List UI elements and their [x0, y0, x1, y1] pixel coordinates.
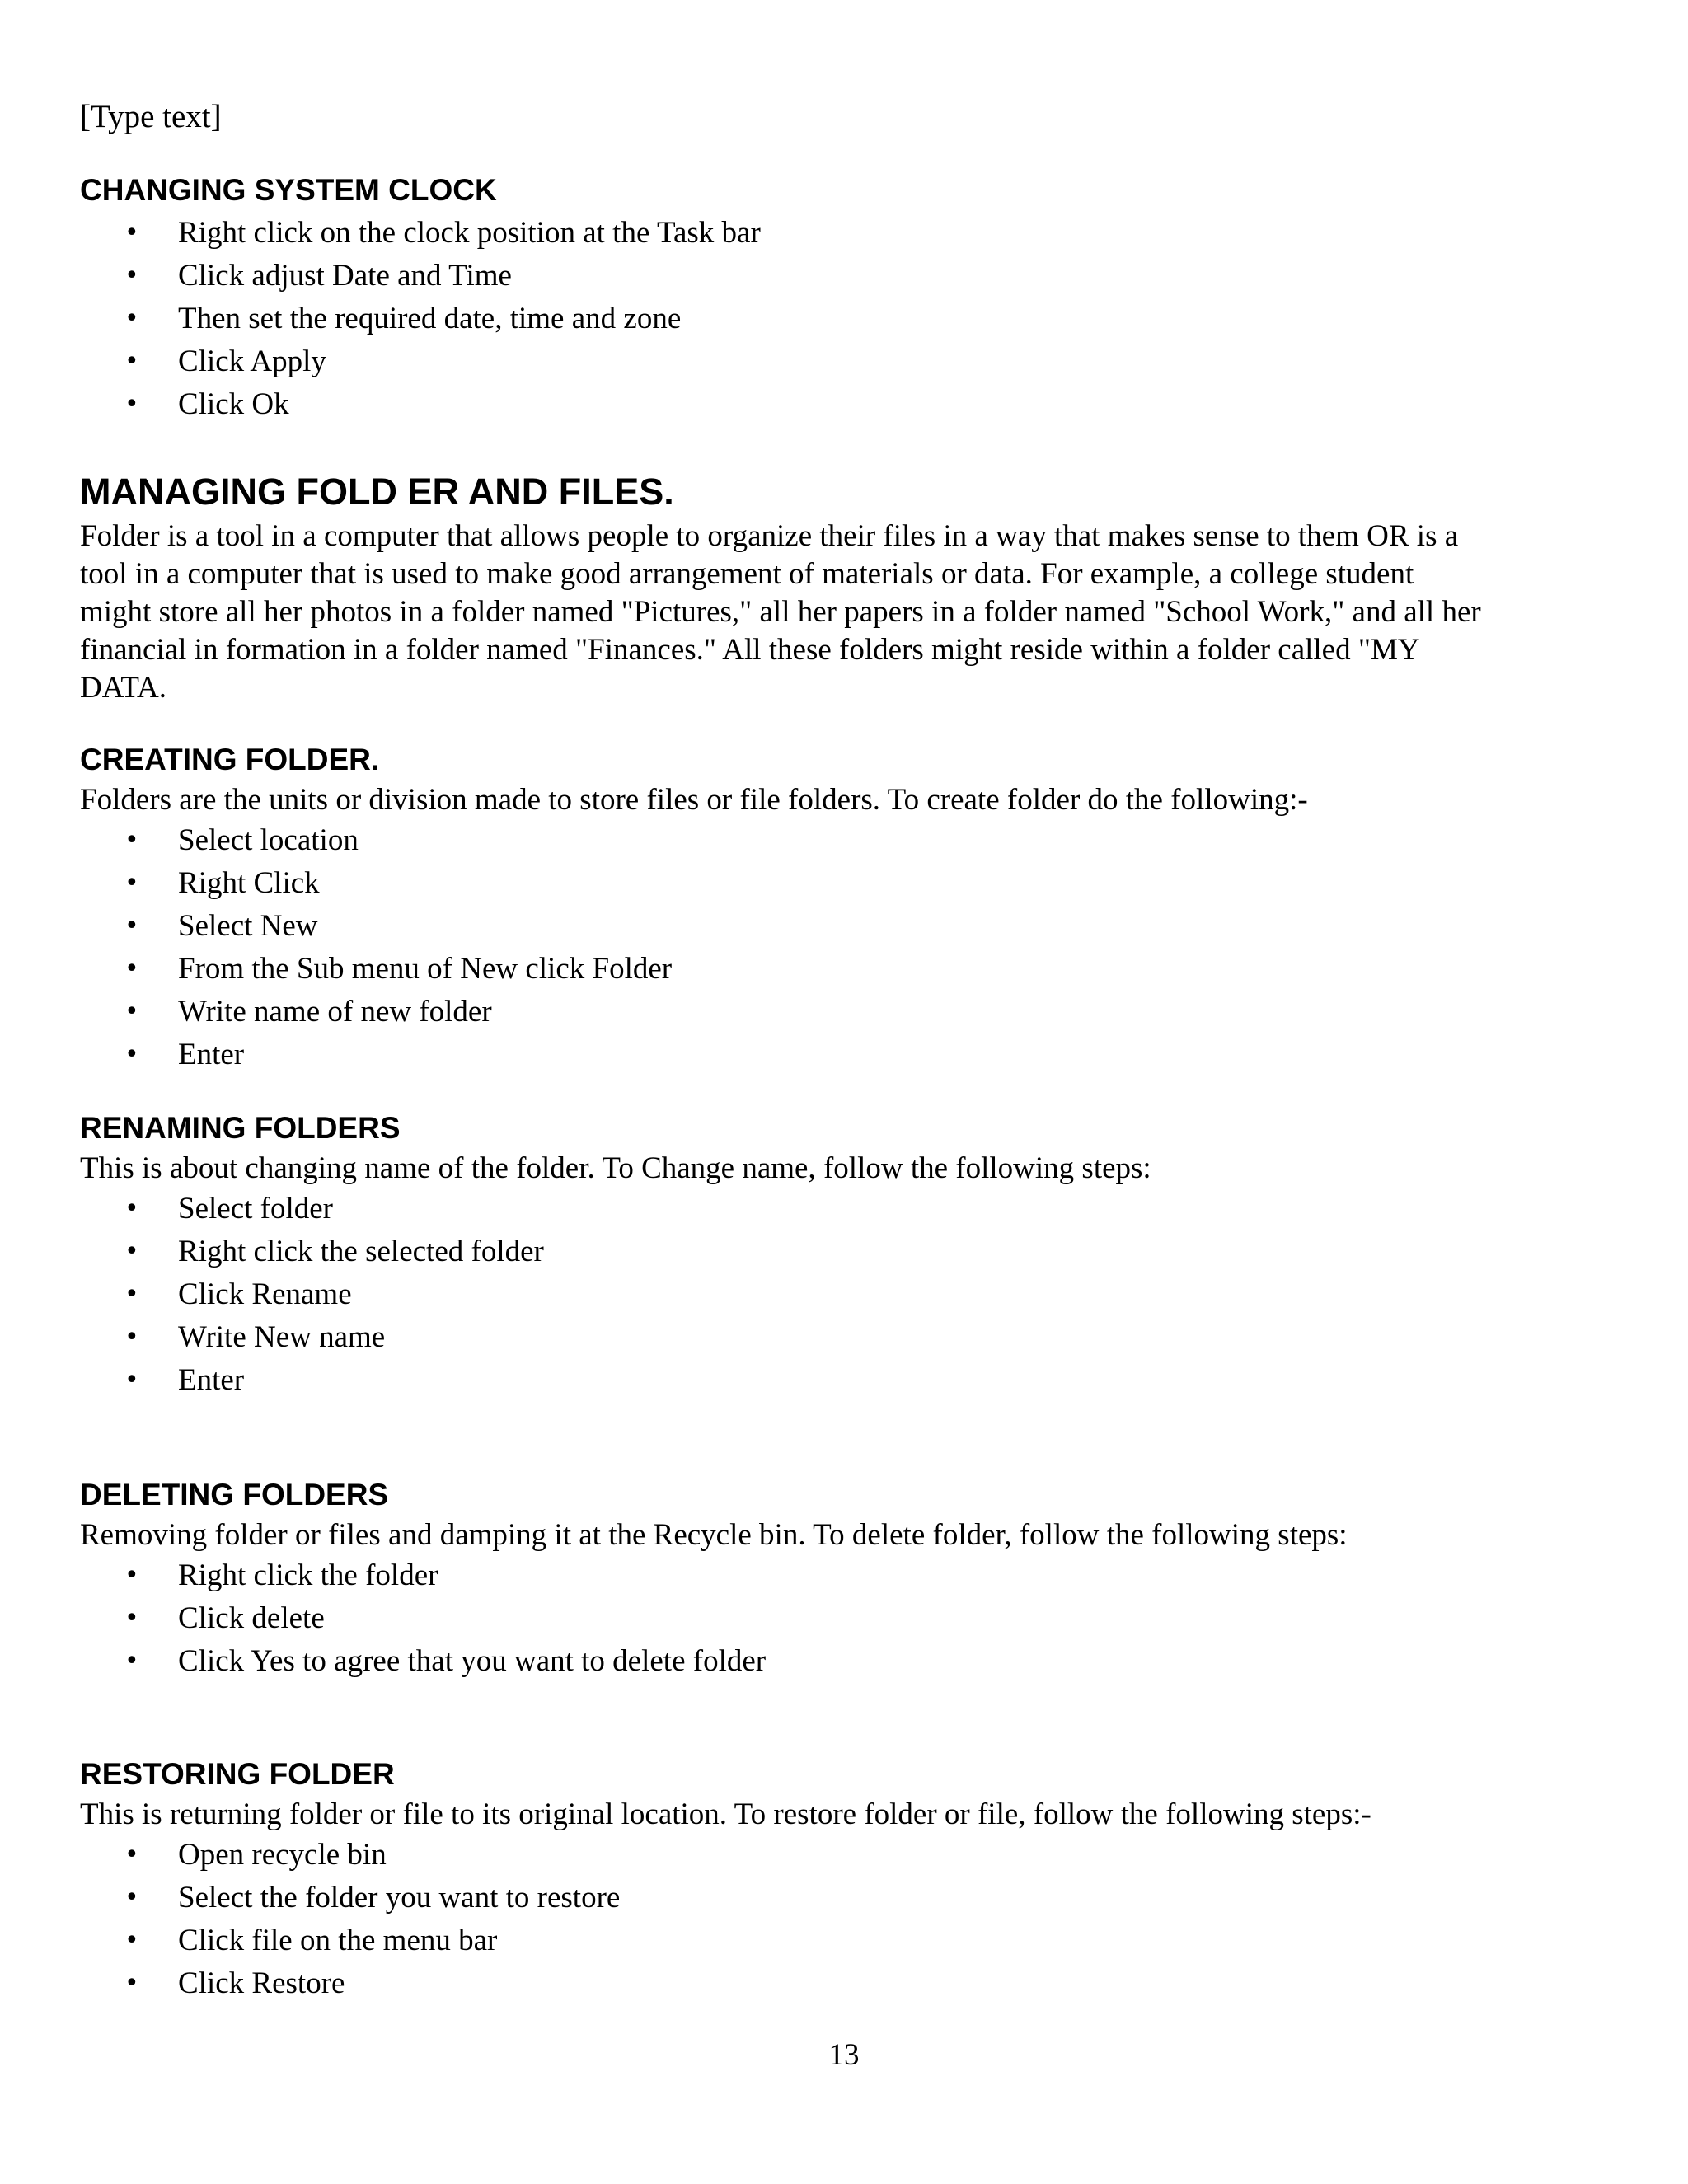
- list-item: • From the Sub menu of New click Folder: [80, 948, 1629, 991]
- list-item: • Click Ok: [80, 383, 1629, 426]
- bullet-icon: •: [124, 1969, 139, 1998]
- list-item: • Click Restore: [80, 1962, 1629, 2005]
- list-item: • Select folder: [80, 1188, 1629, 1230]
- bullet-icon: •: [124, 954, 139, 983]
- bullet-icon: •: [124, 304, 139, 333]
- paragraph-line: financial in formation in a folder named "Finances." All these folders might reside within a folder called "MY: [80, 633, 1420, 667]
- section-restoring-folder: [80, 1753, 1629, 2005]
- section-changing-system-clock: [80, 169, 1629, 426]
- list-item: • Enter: [80, 1033, 1629, 1076]
- section-creating-folder: [80, 738, 1629, 1076]
- bullet-icon: •: [124, 261, 139, 290]
- section-renaming-folders: [80, 1107, 1629, 1402]
- paragraph-line: DATA.: [80, 671, 166, 705]
- list-item: • Write name of new folder: [80, 991, 1629, 1033]
- list-item: • Right click the folder: [80, 1554, 1629, 1597]
- list-item: • Click Yes to agree that you want to delete folder: [80, 1640, 1629, 1683]
- list-item: • Write New name: [80, 1316, 1629, 1359]
- section-intro: Folders are the units or division made to store files or file folders. To create folder do the following:-: [80, 783, 1308, 817]
- list-item: • Select New: [80, 905, 1629, 948]
- list-item: • Right click on the clock position at the Task bar: [80, 212, 1629, 255]
- section-intro: Removing folder or files and damping it at the Recycle bin. To delete folder, follow the following steps:: [80, 1518, 1348, 1552]
- section-heading: RESTORING FOLDER: [80, 1757, 395, 1791]
- bullet-icon: •: [124, 218, 139, 247]
- bullet-list: [80, 1188, 1629, 1402]
- list-item: • Click file on the menu bar: [80, 1919, 1629, 1962]
- bullet-icon: •: [124, 1840, 139, 1869]
- list-item: • Enter: [80, 1359, 1629, 1402]
- paragraph-line: might store all her photos in a folder named "Pictures," all her papers in a folder named "School Work," and all her: [80, 595, 1481, 629]
- bullet-icon: •: [124, 390, 139, 419]
- bullet-icon: •: [124, 1366, 139, 1394]
- bullet-icon: •: [124, 1604, 139, 1633]
- bullet-icon: •: [124, 1647, 139, 1675]
- bullet-list: [80, 212, 1629, 426]
- bullet-icon: •: [124, 1194, 139, 1223]
- section-heading: DELETING FOLDERS: [80, 1478, 389, 1511]
- list-item: • Right click the selected folder: [80, 1230, 1629, 1273]
- list-item: • Click Rename: [80, 1273, 1629, 1316]
- section-deleting-folders: [80, 1474, 1629, 1683]
- header-placeholder-text: [Type text]: [80, 99, 222, 134]
- bullet-icon: •: [124, 997, 139, 1026]
- section-intro: This is about changing name of the folder. To Change name, follow the following steps:: [80, 1151, 1151, 1185]
- bullet-icon: •: [124, 347, 139, 376]
- bullet-icon: •: [124, 1926, 139, 1955]
- bullet-icon: •: [124, 826, 139, 855]
- list-item: • Click adjust Date and Time: [80, 255, 1629, 298]
- main-heading: MANAGING FOLD ER AND FILES.: [80, 471, 674, 513]
- section-intro: This is returning folder or file to its original location. To restore folder or file, follow the following steps:-: [80, 1797, 1372, 1831]
- bullet-list: [80, 1834, 1629, 2005]
- list-item: • Select location: [80, 819, 1629, 862]
- section-heading: RENAMING FOLDERS: [80, 1111, 401, 1145]
- paragraph-line: Folder is a tool in a computer that allows people to organize their files in a way that makes sense to them OR is a: [80, 519, 1459, 553]
- page-number: 13: [828, 2038, 860, 2072]
- bullet-list: [80, 1554, 1629, 1683]
- list-item: • Open recycle bin: [80, 1834, 1629, 1877]
- bullet-icon: •: [124, 1883, 139, 1912]
- list-item: • Click delete: [80, 1597, 1629, 1640]
- bullet-icon: •: [124, 1237, 139, 1266]
- list-item: • Right Click: [80, 862, 1629, 905]
- section-managing-folders-and-files: [80, 466, 1629, 707]
- bullet-icon: •: [124, 1323, 139, 1352]
- bullet-icon: •: [124, 1280, 139, 1309]
- bullet-list: [80, 819, 1629, 1076]
- section-heading: CREATING FOLDER.: [80, 743, 380, 776]
- section-heading: CHANGING SYSTEM CLOCK: [80, 173, 497, 207]
- list-item: • Then set the required date, time and zone: [80, 298, 1629, 340]
- bullet-icon: •: [124, 1561, 139, 1590]
- bullet-icon: •: [124, 869, 139, 898]
- bullet-icon: •: [124, 912, 139, 940]
- bullet-icon: •: [124, 1040, 139, 1069]
- list-item: • Select the folder you want to restore: [80, 1877, 1629, 1919]
- list-item: • Click Apply: [80, 340, 1629, 383]
- paragraph-line: tool in a computer that is used to make good arrangement of materials or data. For example, a college student: [80, 557, 1414, 591]
